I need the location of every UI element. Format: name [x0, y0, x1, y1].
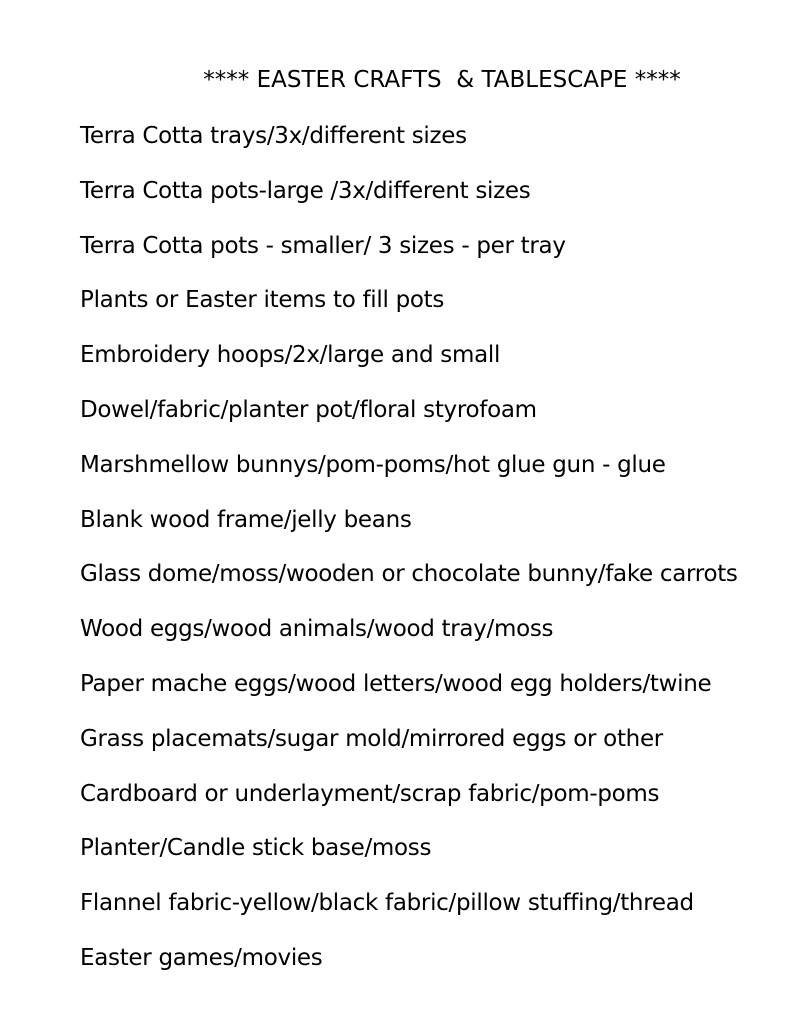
list-item: Terra Cotta trays/3x/different sizes: [80, 123, 467, 149]
supply-list: [80, 118, 795, 995]
list-item: Easter games/movies: [80, 944, 323, 971]
list-item: Paper mache eggs/wood letters/wood egg holders/twine: [80, 670, 712, 697]
document-title: **** EASTER CRAFTS & TABLESCAPE ****: [203, 67, 681, 93]
list-item: Dowel/fabric/planter pot/floral styrofoam: [80, 396, 537, 423]
list-item: Glass dome/moss/wooden or chocolate bunny/fake carrots: [80, 561, 738, 588]
list-item: Blank wood frame/jelly beans: [80, 506, 412, 533]
list-item: Planter/Candle stick base/moss: [80, 835, 432, 862]
list-item: Terra Cotta pots - smaller/ 3 sizes - per tray: [80, 232, 566, 259]
list-item: Wood eggs/wood animals/wood tray/moss: [80, 616, 554, 643]
list-item: Marshmellow bunnys/pom-poms/hot glue gun - glue: [80, 451, 666, 478]
list-item: Plants or Easter items to fill pots: [80, 287, 445, 314]
list-item: Embroidery hoops/2x/large and small: [80, 342, 501, 369]
list-item: Flannel fabric-yellow/black fabric/pillow stuffing/thread: [80, 890, 694, 917]
list-item: Terra Cotta pots-large /3x/different sizes: [80, 177, 531, 204]
list-item: Cardboard or underlayment/scrap fabric/pom-poms: [80, 780, 660, 807]
list-item: Grass placemats/sugar mold/mirrored eggs or other: [80, 725, 663, 752]
